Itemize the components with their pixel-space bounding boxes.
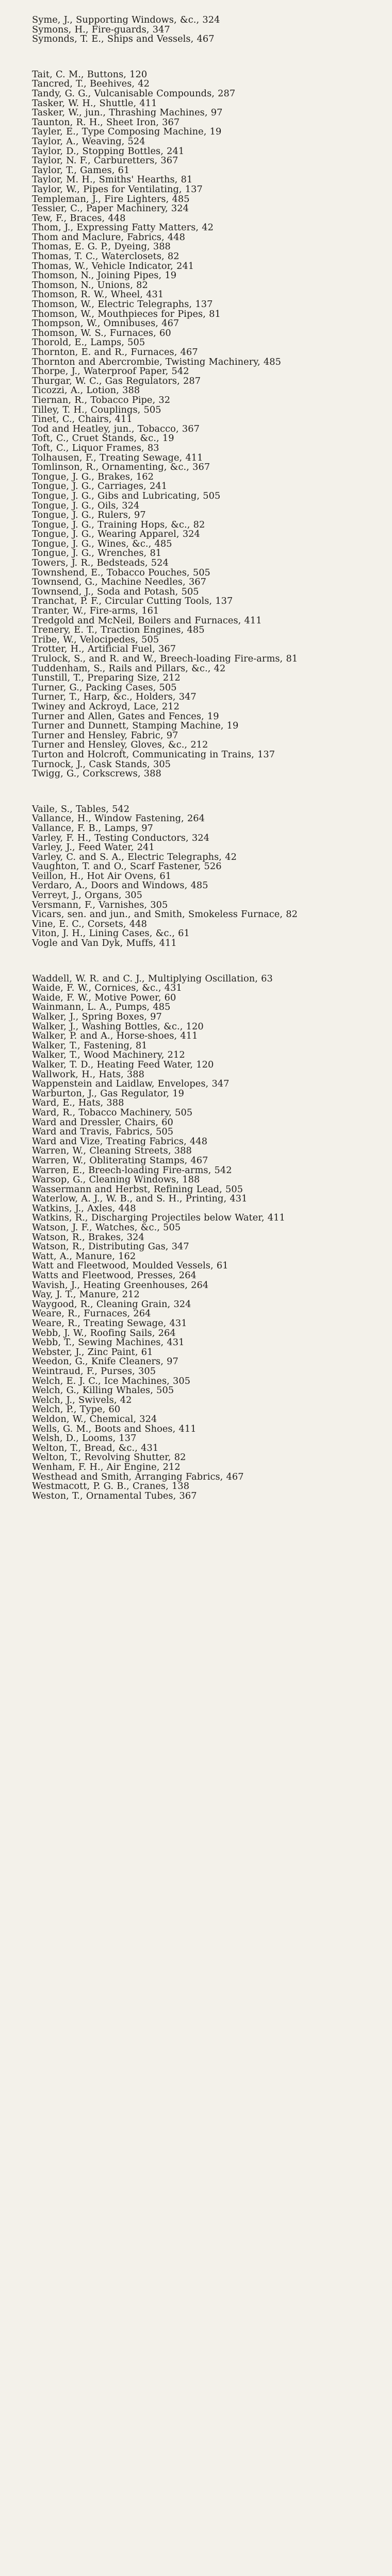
index-entry: Wavish, J., Heating Greenhouses, 264 (32, 1279, 209, 1291)
index-entry: Way, J. T., Manure, 212 (32, 1289, 140, 1300)
index-section-v (32, 805, 356, 948)
index-entry: Syme, J., Supporting Windows, &c., 324 (32, 14, 220, 25)
index-entry: Tandy, G. G., Vulcanisable Compounds, 287 (32, 88, 236, 99)
index-entry: Tayler, E., Type Composing Machine, 19 (32, 126, 222, 138)
index-entry: Weintraud, F., Purses, 305 (32, 1365, 156, 1377)
index-entry: Turner and Dunnett, Stamping Machine, 19 (32, 720, 239, 732)
index-entry: Thomson, W., Electric Telegraphs, 137 (32, 299, 213, 310)
index-entry: Ward and Dressler, Chairs, 60 (32, 1116, 173, 1128)
index-entry: Taylor, W., Pipes for Ventilating, 137 (32, 183, 203, 195)
index-entry: Turner and Hensley, Gloves, &c., 212 (32, 739, 208, 751)
index-entry: Tunstill, T., Preparing Size, 212 (32, 672, 181, 684)
index-entry: Thorold, E., Lamps, 505 (32, 337, 145, 348)
index-entry: Warburton, J., Gas Regulator, 19 (32, 1088, 185, 1099)
index-entry: Symons, H., Fire-guards, 347 (32, 24, 170, 35)
index-entry: Tasker, W., jun., Thrashing Machines, 97 (32, 107, 223, 118)
index-entry: Thornton, E. and R., Furnaces, 467 (32, 347, 198, 358)
index-entry: Trenery, E. T., Traction Engines, 485 (32, 624, 205, 636)
index-entry: Thomson, N., Joining Pipes, 19 (32, 270, 177, 281)
index-entry: Vaughton, T. and O., Scarf Fastener, 526 (32, 861, 222, 872)
index-entry: Walker, J., Spring Boxes, 97 (32, 1011, 162, 1022)
index-entry: Vogle and Van Dyk, Muffs, 411 (32, 938, 177, 949)
index-entry: Waide, F. W., Cornices, &c., 431 (32, 982, 182, 994)
index-entry: Tait, C. M., Buttons, 120 (32, 69, 148, 80)
index-entry: Viton, J. H., Lining Cases, &c., 61 (32, 928, 190, 939)
index-entry: Tod and Heatley, jun., Tobacco, 367 (32, 423, 200, 434)
index-entry: Tancred, T., Beehives, 42 (32, 78, 150, 90)
index-entry: Watkins, J., Axles, 448 (32, 1202, 136, 1214)
index-entry: Vallance, F. B., Lamps, 97 (32, 822, 153, 834)
index-entry: Warren, W., Obliterating Stamps, 467 (32, 1155, 208, 1166)
index-entry: Tredgold and McNeil, Boilers and Furnaces, 411 (32, 615, 262, 626)
index-entry: Welton, T., Bread, &c., 431 (32, 1442, 159, 1453)
index-entry: Tongue, J. G., Wines, &c., 485 (32, 538, 172, 549)
index-entry: Wassermann and Herbst, Refining Lead, 505 (32, 1183, 243, 1195)
index-entry: Tilley, T. H., Couplings, 505 (32, 404, 161, 415)
index-entry: Walker, T., Fastening, 81 (32, 1040, 148, 1051)
index-entry: Waterlow, A. J., W. B., and S. H., Printing, 431 (32, 1193, 248, 1205)
index-entry: Toft, C., Cruet Stands, &c., 19 (32, 433, 174, 444)
index-entry: Welch, J., Swivels, 42 (32, 1394, 132, 1405)
index-entry: Tuddenham, S., Rails and Pillars, &c., 42 (32, 663, 226, 674)
index-entry: Tasker, W. H., Shuttle, 411 (32, 97, 157, 109)
index-entry: Templeman, J., Fire Lighters, 485 (32, 193, 190, 205)
index-entry: Tew, F., Braces, 448 (32, 212, 126, 224)
index-entry: Wells, G. M., Boots and Shoes, 411 (32, 1423, 197, 1434)
index-entry: Thomson, W., Mouthpieces for Pipes, 81 (32, 308, 221, 319)
index-entry: Watts and Fleetwood, Presses, 264 (32, 1270, 197, 1281)
index-entry: Verreyt, J., Organs, 305 (32, 890, 143, 901)
index-entry: Waygood, R., Cleaning Grain, 324 (32, 1298, 191, 1310)
index-entry: Walker, J., Washing Bottles, &c., 120 (32, 1021, 204, 1032)
index-section-w (32, 974, 356, 1501)
index-entry: Townsend, J., Soda and Potash, 505 (32, 586, 199, 597)
index-entry: Warren, E., Breech-loading Fire-arms, 542 (32, 1164, 232, 1176)
index-entry: Vallance, H., Window Fastening, 264 (32, 813, 205, 824)
index-entry: Towers, J. R., Bedsteads, 524 (32, 557, 169, 569)
index-entry: Tiernan, R., Tobacco Pipe, 32 (32, 394, 171, 405)
index-entry: Thomas, T. C., Waterclosets, 82 (32, 251, 179, 262)
index-entry: Twigg, G., Corkscrews, 388 (32, 768, 161, 779)
index-entry: Waide, F. W., Motive Power, 60 (32, 992, 176, 1003)
index-section-s (32, 15, 356, 44)
index-entry: Tribe, W., Velocipedes, 505 (32, 634, 159, 645)
index-entry: Tongue, J. G., Carriages, 241 (32, 481, 168, 492)
index-entry: Veillon, H., Hot Air Ovens, 61 (32, 870, 172, 882)
index-entry: Weldon, W., Chemical, 324 (32, 1413, 157, 1425)
index-section-t (32, 70, 356, 779)
index-entry: Wappenstein and Laidlaw, Envelopes, 347 (32, 1078, 230, 1090)
index-entry: Wainmann, L. A., Pumps, 485 (32, 1002, 171, 1013)
index-entry: Wenham, F. H., Air Engine, 212 (32, 1461, 181, 1472)
index-entry: Thompson, W., Omnibuses, 467 (32, 318, 179, 329)
index-entry: Vicars, sen. and jun., and Smith, Smokeless Furnace, 82 (32, 909, 298, 920)
index-entry: Warren, W., Cleaning Streets, 388 (32, 1145, 192, 1157)
index-entry: Symonds, T. E., Ships and Vessels, 467 (32, 33, 215, 45)
index-entry: Ward and Vize, Treating Fabrics, 448 (32, 1136, 208, 1147)
index-entry: Trotter, H., Artificial Fuel, 367 (32, 643, 176, 655)
index-entry: Watson, J. F., Watches, &c., 505 (32, 1222, 181, 1233)
index-entry: Varley, J., Feed Water, 241 (32, 842, 155, 853)
index-entry: Weedon, G., Knife Cleaners, 97 (32, 1356, 178, 1367)
index-entry: Thomson, N., Unions, 82 (32, 279, 148, 291)
index-entry: Taylor, M. H., Smiths' Hearths, 81 (32, 174, 193, 185)
index-entry: Turner and Hensley, Fabric, 97 (32, 730, 178, 741)
index-entry: Townsend, G., Machine Needles, 367 (32, 577, 206, 588)
index-entry: Varley, C. and S. A., Electric Telegraphs, 42 (32, 851, 237, 862)
index-entry: Taunton, R. H., Sheet Iron, 367 (32, 116, 180, 128)
index-entry: Vaile, S., Tables, 542 (32, 803, 130, 815)
index-entry: Ward and Travis, Fabrics, 505 (32, 1126, 174, 1138)
index-entry: Tinet, C., Chairs, 411 (32, 414, 133, 425)
index-entry: Thomas, W., Vehicle Indicator, 241 (32, 260, 194, 272)
index-entry: Thomson, R. W., Wheel, 431 (32, 289, 164, 300)
index-entry: Tranter, W., Fire-arms, 161 (32, 605, 159, 617)
index-entry: Turner and Allen, Gates and Fences, 19 (32, 710, 219, 722)
index-entry: Trulock, S., and R. and W., Breech-loading Fire-arms, 81 (32, 653, 298, 664)
index-entry: Ward, R., Tobacco Machinery, 505 (32, 1107, 193, 1118)
index-entry: Twiney and Ackroyd, Lace, 212 (32, 701, 179, 712)
index-entry: Waddell, W. R. and C. J., Multiplying Oscillation, 63 (32, 973, 273, 984)
index-entry: Tongue, J. G., Gibs and Lubricating, 505 (32, 490, 221, 501)
index-entry: Watt, A., Manure, 162 (32, 1250, 136, 1262)
index-entry: Weare, R., Treating Sewage, 431 (32, 1318, 187, 1329)
index-entry: Tongue, J. G., Wrenches, 81 (32, 548, 162, 559)
index-entry: Watt and Fleetwood, Moulded Vessels, 61 (32, 1260, 228, 1272)
index-entry: Watson, R., Distributing Gas, 347 (32, 1241, 189, 1252)
index-entry: Westhead and Smith, Arranging Fabrics, 467 (32, 1471, 244, 1482)
index-entry: Tongue, J. G., Training Hops, &c., 82 (32, 519, 205, 530)
index-entry: Taylor, N. F., Carburetters, 367 (32, 155, 178, 166)
index-entry: Thornton and Abercrombie, Twisting Machinery, 485 (32, 356, 282, 367)
index-entry: Thomson, W. S., Furnaces, 60 (32, 327, 171, 338)
index-entry: Walker, T., Wood Machinery, 212 (32, 1049, 185, 1061)
index-entry: Wallwork, H., Hats, 388 (32, 1069, 144, 1080)
index-entry: Taylor, A., Weaving, 524 (32, 135, 145, 147)
index-entry: Turnock, J., Cask Stands, 305 (32, 758, 171, 770)
index-entry: Turner, T., Harp, &c., Holders, 347 (32, 691, 197, 703)
index-entry: Townshend, E., Tobacco Pouches, 505 (32, 567, 210, 578)
index-entry: Walker, P. and A., Horse-shoes, 411 (32, 1030, 198, 1042)
index-entry: Turton and Holcroft, Communicating in Trains, 137 (32, 749, 275, 760)
index-entry: Warsop, G., Cleaning Windows, 188 (32, 1174, 200, 1185)
index-entry: Thurgar, W. C., Gas Regulators, 287 (32, 375, 201, 386)
index-entry: Taylor, D., Stopping Bottles, 241 (32, 145, 185, 157)
index-entry: Ticozzi, A., Lotion, 388 (32, 385, 140, 396)
index-entry: Tongue, J. G., Brakes, 162 (32, 471, 154, 482)
index-entry: Tomlinson, R., Ornamenting, &c., 367 (32, 462, 210, 473)
index-entry: Ward, E., Hats, 388 (32, 1097, 124, 1109)
index-entry: Welch, P., Type, 60 (32, 1404, 121, 1415)
index-entry: Thom, J., Expressing Fatty Matters, 42 (32, 222, 214, 233)
index-entry: Watkins, R., Discharging Projectiles below Water, 411 (32, 1212, 285, 1224)
index-entry: Verdaro, A., Doors and Windows, 485 (32, 880, 208, 891)
index-entry: Tessier, C., Paper Machinery, 324 (32, 203, 189, 214)
index-entry: Watson, R., Brakes, 324 (32, 1231, 144, 1243)
index-entry: Webb, J. W., Roofing Sails, 264 (32, 1327, 176, 1338)
index-entry: Tongue, J. G., Wearing Apparel, 324 (32, 529, 200, 540)
index-entry: Taylor, T., Games, 61 (32, 164, 130, 176)
index-entry: Welsh, D., Looms, 137 (32, 1433, 137, 1444)
index-entry: Thom and Maclure, Fabrics, 448 (32, 231, 185, 243)
index-entry: Welton, T., Revolving Shutter, 82 (32, 1452, 186, 1463)
index-entry: Webster, J., Zinc Paint, 61 (32, 1346, 153, 1358)
index-entry: Versmann, F., Varnishes, 305 (32, 899, 168, 910)
index-entry: Tongue, J. G., Oils, 324 (32, 500, 140, 511)
index-entry: Weare, R., Furnaces, 264 (32, 1308, 151, 1319)
index-entry: Varley, F. H., Testing Conductors, 324 (32, 832, 209, 843)
index-entry: Thomas, E. G. P., Dyeing, 388 (32, 241, 171, 252)
index-entry: Tranchat, P. F., Circular Cutting Tools, 137 (32, 596, 233, 607)
index-entry: Vine, E. C., Corsets, 448 (32, 918, 147, 929)
index-entry: Turner, G., Packing Cases, 505 (32, 682, 177, 693)
index-entry: Weston, T., Ornamental Tubes, 367 (32, 1490, 197, 1501)
index-entry: Welch, E. J. C., Ice Machines, 305 (32, 1375, 191, 1386)
index-entry: Walker, T. D., Heating Feed Water, 120 (32, 1059, 214, 1070)
index-entry: Tolhausen, F., Treating Sewage, 411 (32, 452, 203, 463)
index-entry: Tongue, J. G., Rulers, 97 (32, 510, 146, 521)
index-entry: Thorpe, J., Waterproof Paper, 542 (32, 366, 189, 377)
index-entry: Toft, C., Liquor Frames, 83 (32, 442, 159, 453)
index-entry: Webb, T., Sewing Machines, 431 (32, 1337, 185, 1348)
index-entry: Welch, G., Killing Whales, 505 (32, 1385, 174, 1396)
index-entry: Westmacott, P. G. B., Cranes, 138 (32, 1481, 190, 1492)
